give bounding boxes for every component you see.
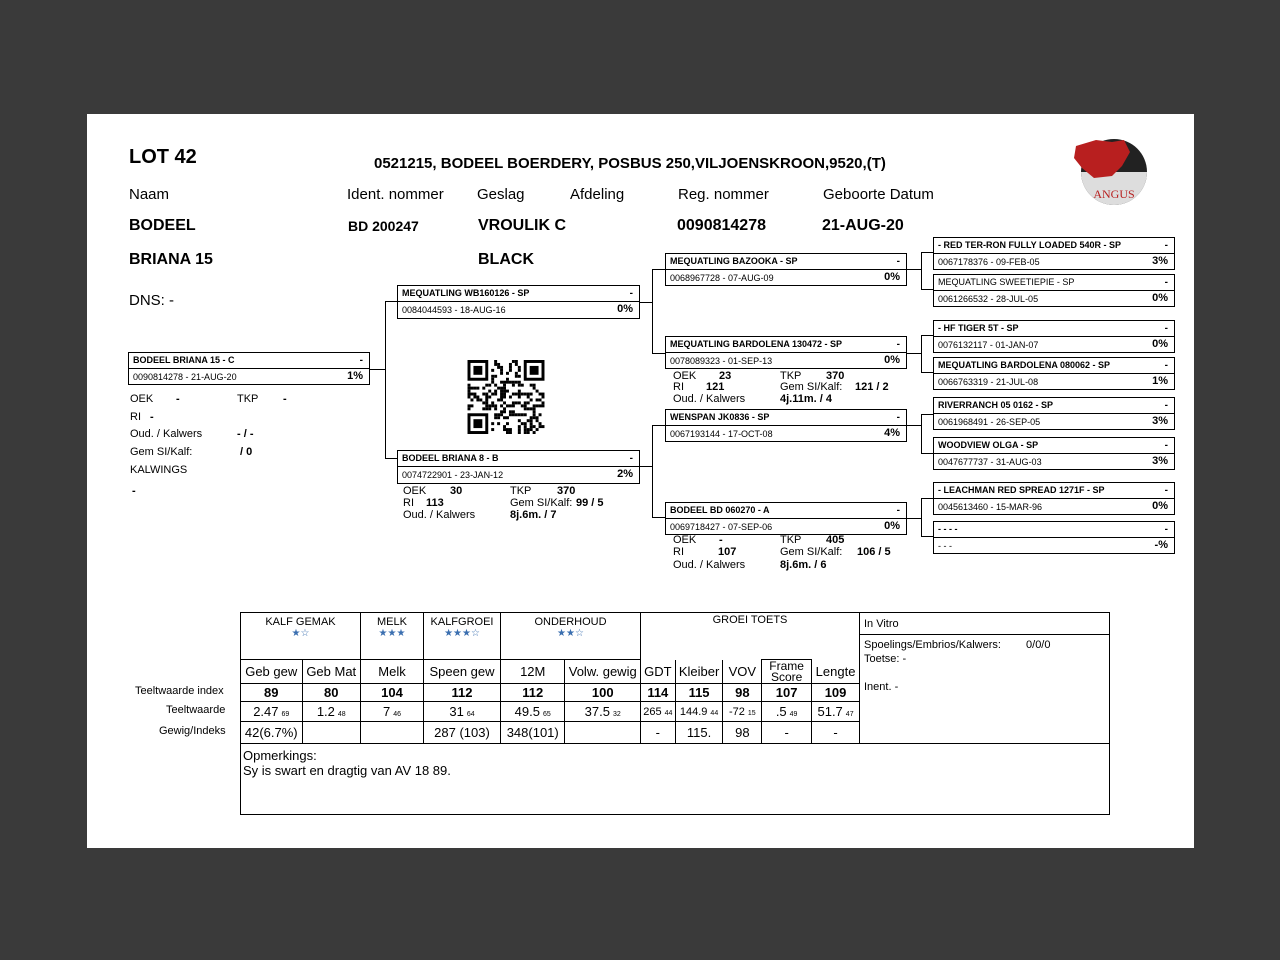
gp2-pct: 0%	[884, 354, 900, 366]
great-grandparent-box	[933, 357, 1175, 390]
value-cell	[501, 702, 565, 722]
ggp4-name: MEQUATLING BARDOLENA 080062 - SP	[938, 360, 1111, 370]
value-cell	[424, 702, 501, 722]
gp3-name: WENSPAN JK0836 - SP	[670, 412, 770, 422]
gp2-oek-label: OEK	[673, 370, 697, 382]
dam-oud-label: Oud. / Kalwers	[403, 509, 476, 521]
remarks-text: Sy is swart en dragtig van AV 18 89.	[243, 763, 451, 778]
dam-ri-label: RI	[403, 497, 414, 509]
gp4-oek-value: -	[719, 534, 723, 546]
accuracy: 48	[337, 711, 346, 718]
row-label-index: Teeltwaarde index	[135, 685, 224, 697]
subject-kalwings-value: -	[132, 485, 136, 497]
lot-number: LOT 42	[129, 146, 197, 168]
breeding-value: 265	[643, 705, 662, 718]
gp4-dash: -	[896, 505, 900, 516]
index-cell: 80	[302, 684, 361, 702]
ggp6-dash: -	[1164, 440, 1168, 451]
label-geboorte: Geboorte Datum	[823, 186, 934, 203]
subject-tkp-value: -	[283, 393, 287, 405]
gp3-reg: 0067193144 - 17-OCT-08	[670, 429, 773, 439]
dam-ri-value: 113	[426, 497, 444, 509]
ggp7-reg: 0045613460 - 15-MAR-96	[938, 502, 1043, 512]
label-reg: Reg. nommer	[678, 186, 769, 203]
ggp5-name: RIVERRANCH 05 0162 - SP	[938, 400, 1054, 410]
angus-logo	[1072, 136, 1150, 208]
gp4-reg: 0069718427 - 07-SEP-06	[670, 522, 773, 532]
ggp6-name: WOODVIEW OLGA - SP	[938, 440, 1039, 450]
subject-gem-value: / 0	[240, 446, 253, 458]
index-cell: 107	[762, 684, 812, 702]
remarks-panel	[241, 744, 1110, 815]
index-cell: 112	[501, 684, 565, 702]
dam-oud-value: 8j.6m. / 7	[510, 509, 557, 521]
ggp4-reg: 0066763319 - 21-JUL-08	[938, 377, 1039, 387]
gp2-oud-label: Oud. / Kalwers	[673, 393, 746, 405]
subject-oek-value: -	[176, 393, 180, 405]
ggp2-name: MEQUATLING SWEETIEPIE - SP	[938, 277, 1075, 287]
grandparent-box	[665, 409, 907, 442]
gp4-gem-value: 106 / 5	[857, 546, 891, 558]
ggp5-dash: -	[1164, 400, 1168, 411]
ggp1-pct: 3%	[1152, 255, 1168, 267]
gp1-dash: -	[896, 256, 900, 267]
subject-kalwings-label: KALWINGS	[130, 464, 188, 476]
label-geslag: Geslag	[477, 186, 525, 203]
subject-oek-label: OEK	[130, 393, 154, 405]
value-cell	[565, 702, 641, 722]
col-vov: VOV	[723, 660, 762, 684]
dam-tkp-value: 370	[557, 485, 576, 497]
gp4-oud-value: 8j.6m. / 6	[780, 559, 827, 571]
breeding-value: 144.9	[679, 705, 708, 718]
gp2-dash: -	[896, 339, 900, 350]
subject-dash: -	[359, 355, 363, 366]
dam-oek-value: 30	[450, 485, 463, 497]
star-rating-icon: ★☆	[291, 628, 310, 639]
gp1-name: MEQUATLING BAZOOKA - SP	[670, 256, 798, 266]
gewig-cell	[302, 722, 361, 744]
gp2-tkp-label: TKP	[780, 370, 802, 382]
subject-ri-value: -	[150, 411, 154, 423]
gp2-tkp-value: 370	[826, 370, 845, 382]
ggp4-dash: -	[1164, 360, 1168, 371]
subject-gem-label: Gem SI/Kalf:	[130, 446, 193, 458]
col-12m: 12M	[501, 660, 565, 684]
ggp3-name: - HF TIGER 5T - SP	[938, 323, 1019, 333]
ggp2-reg: 0061266532 - 28-JUL-05	[938, 294, 1039, 304]
owner-line: 0521215, BODEEL BOERDERY, POSBUS 250,VILJOENSKROON,9520,(T)	[374, 155, 886, 172]
ggp5-reg: 0061968491 - 26-SEP-05	[938, 417, 1041, 427]
index-cell: 100	[565, 684, 641, 702]
breeding-value: 51.7	[817, 704, 843, 719]
grandparent-box	[665, 502, 907, 535]
ggp8-dash: -	[1164, 524, 1168, 535]
logo-text: ANGUS	[1093, 187, 1135, 201]
breeding-value: 31	[449, 704, 464, 719]
group-groei-toets: GROEI TOETS	[641, 613, 860, 660]
index-cell: 89	[241, 684, 303, 702]
spoelings-value: 0/0/0	[1026, 639, 1051, 651]
accuracy: 44	[664, 709, 673, 717]
value-cell	[812, 702, 860, 722]
label-afdeling: Afdeling	[570, 186, 625, 203]
value-cell	[762, 702, 812, 722]
breeding-value: -72	[728, 705, 745, 718]
breeding-value: 37.5	[584, 704, 610, 719]
qr-code	[467, 360, 545, 434]
subject-name: BODEEL BRIANA 15 - C	[133, 355, 235, 365]
col-geb-mat: Geb Mat	[302, 660, 361, 684]
spoelings-label: Spoelings/Embrios/Kalwers:	[864, 639, 1001, 651]
gp4-oek-label: OEK	[673, 534, 697, 546]
index-cell: 109	[812, 684, 860, 702]
great-grandparent-box	[933, 320, 1175, 353]
gewig-cell: 115.	[675, 722, 723, 744]
value-cell	[723, 702, 762, 722]
dam-gem-label: Gem SI/Kalf:	[510, 497, 573, 509]
col-speen-gew: Speen gew	[424, 660, 501, 684]
animal-name-2: BRIANA 15	[129, 251, 213, 268]
subject-oud-value: - / -	[237, 428, 254, 440]
sire-box	[397, 285, 640, 319]
star-rating-icon: ★★★	[378, 628, 406, 639]
group-melk: MELK ★★★	[361, 613, 424, 660]
ggp3-reg: 0076132117 - 01-JAN-07	[938, 340, 1039, 350]
sire-pct: 0%	[617, 303, 633, 315]
col-melk: Melk	[361, 660, 424, 684]
animal-reg: 0090814278	[677, 217, 766, 234]
gewig-cell: -	[641, 722, 676, 744]
sire-dash: -	[629, 288, 633, 299]
gp2-name: MEQUATLING BARDOLENA 130472 - SP	[670, 339, 843, 349]
subject-ri-label: RI	[130, 411, 141, 423]
gp4-tkp-value: 405	[826, 534, 845, 546]
star-rating-icon: ★★★☆	[444, 628, 480, 639]
col-gdt: GDT	[641, 660, 676, 684]
gewig-cell: 287 (103)	[424, 722, 501, 744]
gp4-name: BODEEL BD 060270 - A	[670, 505, 770, 515]
ggp2-dash: -	[1164, 277, 1168, 288]
gewig-cell: 348(101)	[501, 722, 565, 744]
gp4-pct: 0%	[884, 520, 900, 532]
dam-pct: 2%	[617, 468, 633, 480]
gp2-oek-value: 23	[719, 370, 732, 382]
pedigree-sheet	[87, 114, 1194, 848]
col-geb-gew: Geb gew	[241, 660, 303, 684]
subject-pct: 1%	[347, 370, 363, 382]
gp2-gem-value: 121 / 2	[855, 381, 889, 393]
ggp8-reg: - - -	[938, 541, 952, 551]
animal-sex: VROULIK C	[478, 217, 566, 234]
dam-box	[397, 450, 640, 484]
gp2-ri-value: 121	[706, 381, 725, 393]
index-cell: 115	[675, 684, 723, 702]
star-rating-icon: ★★☆	[557, 628, 584, 639]
dam-tkp-label: TKP	[510, 485, 532, 497]
gewig-cell: 98	[723, 722, 762, 744]
gp4-tkp-label: TKP	[780, 534, 802, 546]
ggp7-dash: -	[1164, 485, 1168, 496]
group-kalfgroei: KALFGROEI ★★★☆	[424, 613, 501, 660]
accuracy: 65	[542, 711, 551, 718]
group-onderhoud: ONDERHOUD ★★☆	[501, 613, 641, 660]
label-naam: Naam	[129, 186, 170, 203]
gewig-cell: -	[812, 722, 860, 744]
gp4-ri-value: 107	[718, 546, 737, 558]
sire-name: MEQUATLING WB160126 - SP	[402, 288, 530, 298]
group-kalf-gemak: KALF GEMAK ★☆	[241, 613, 361, 660]
dam-name: BODEEL BRIANA 8 - B	[402, 453, 499, 463]
ggp1-dash: -	[1164, 240, 1168, 251]
breeding-value: .5	[775, 704, 787, 719]
animal-birth: 21-AUG-20	[822, 217, 904, 234]
accuracy: 64	[466, 711, 475, 718]
col-kleiber: Kleiber	[675, 660, 723, 684]
subject-box	[128, 352, 370, 385]
ggp8-name: - - - -	[938, 524, 958, 534]
inent: Inent. -	[864, 681, 899, 693]
animal-color: BLACK	[478, 251, 534, 268]
gewig-cell: 42(6.7%)	[241, 722, 303, 744]
accuracy: 46	[393, 711, 402, 718]
index-cell: 98	[723, 684, 762, 702]
ggp3-pct: 0%	[1152, 338, 1168, 350]
gp1-reg: 0068967728 - 07-AUG-09	[670, 273, 774, 283]
value-cell	[641, 702, 676, 722]
gp4-gem-label: Gem SI/Kalf:	[780, 546, 843, 558]
accuracy: 47	[845, 711, 854, 718]
accuracy: 69	[281, 711, 290, 718]
great-grandparent-box	[933, 237, 1175, 270]
gp1-pct: 0%	[884, 271, 900, 283]
accuracy: 15	[747, 709, 756, 717]
index-cell: 114	[641, 684, 676, 702]
ggp7-pct: 0%	[1152, 500, 1168, 512]
great-grandparent-box	[933, 274, 1175, 307]
value-cell	[241, 702, 303, 722]
ggp8-pct: -%	[1154, 539, 1168, 551]
accuracy: 49	[789, 711, 798, 718]
invitro-title: In Vitro	[860, 613, 1109, 635]
great-grandparent-box	[933, 437, 1175, 470]
value-cell	[361, 702, 424, 722]
ggp6-reg: 0047677737 - 31-AUG-03	[938, 457, 1042, 467]
animal-ident: BD 200247	[348, 218, 419, 234]
value-cell	[675, 702, 723, 722]
row-label-value: Teeltwaarde	[166, 704, 226, 716]
remarks-label: Opmerkings:	[243, 748, 317, 763]
grandparent-box	[665, 336, 907, 369]
grandparent-box	[665, 253, 907, 286]
subject-oud-label: Oud. / Kalwers	[130, 428, 203, 440]
col-volw-gewig: Volw. gewig	[565, 660, 641, 684]
breeding-value: 49.5	[514, 704, 540, 719]
ggp1-name: - RED TER-RON FULLY LOADED 540R - SP	[938, 240, 1122, 250]
dam-dash: -	[629, 453, 633, 464]
gewig-cell	[565, 722, 641, 744]
breeding-value: 7	[382, 704, 391, 719]
gp2-reg: 0078089323 - 01-SEP-13	[670, 356, 773, 366]
subject-tkp-label: TKP	[237, 393, 259, 405]
dns: DNS: -	[129, 292, 174, 309]
subject-reg: 0090814278 - 21-AUG-20	[133, 372, 237, 382]
gp2-ri-label: RI	[673, 381, 684, 393]
index-cell: 104	[361, 684, 424, 702]
ggp5-pct: 3%	[1152, 415, 1168, 427]
breeding-value: 2.47	[253, 704, 279, 719]
col-lengte: Lengte	[812, 660, 860, 684]
gp2-gem-label: Gem SI/Kalf:	[780, 381, 843, 393]
ggp4-pct: 1%	[1152, 375, 1168, 387]
ggp2-pct: 0%	[1152, 292, 1168, 304]
ggp7-name: - LEACHMAN RED SPREAD 1271F - SP	[938, 485, 1105, 495]
gp3-pct: 4%	[884, 427, 900, 439]
dam-oek-label: OEK	[403, 485, 427, 497]
gp3-dash: -	[896, 412, 900, 423]
invitro-panel	[860, 613, 1110, 744]
label-ident: Ident. nommer	[347, 186, 444, 203]
accuracy: 44	[710, 709, 719, 717]
toetse: Toetse: -	[864, 653, 907, 665]
ggp6-pct: 3%	[1152, 455, 1168, 467]
sire-reg: 0084044593 - 18-AUG-16	[402, 305, 506, 315]
ggp1-reg: 0067178376 - 09-FEB-05	[938, 257, 1040, 267]
row-label-gewig: Gewig/Indeks	[159, 725, 226, 737]
great-grandparent-box	[933, 482, 1175, 515]
dam-gem-value: 99 / 5	[576, 497, 604, 509]
gp4-ri-label: RI	[673, 546, 684, 558]
gp4-oud-label: Oud. / Kalwers	[673, 559, 746, 571]
value-cell	[302, 702, 361, 722]
animal-name-1: BODEEL	[129, 217, 196, 234]
gewig-cell: -	[762, 722, 812, 744]
great-grandparent-box	[933, 397, 1175, 430]
gp2-oud-value: 4j.11m. / 4	[780, 393, 832, 405]
index-cell: 112	[424, 684, 501, 702]
accuracy: 32	[612, 711, 621, 718]
breeding-value: 1.2	[316, 704, 335, 719]
col-frame-score: Frame Score	[762, 660, 812, 684]
dam-reg: 0074722901 - 23-JAN-12	[402, 470, 504, 480]
breeding-values-table	[240, 612, 1110, 815]
gewig-cell	[361, 722, 424, 744]
ggp3-dash: -	[1164, 323, 1168, 334]
great-grandparent-box	[933, 521, 1175, 554]
